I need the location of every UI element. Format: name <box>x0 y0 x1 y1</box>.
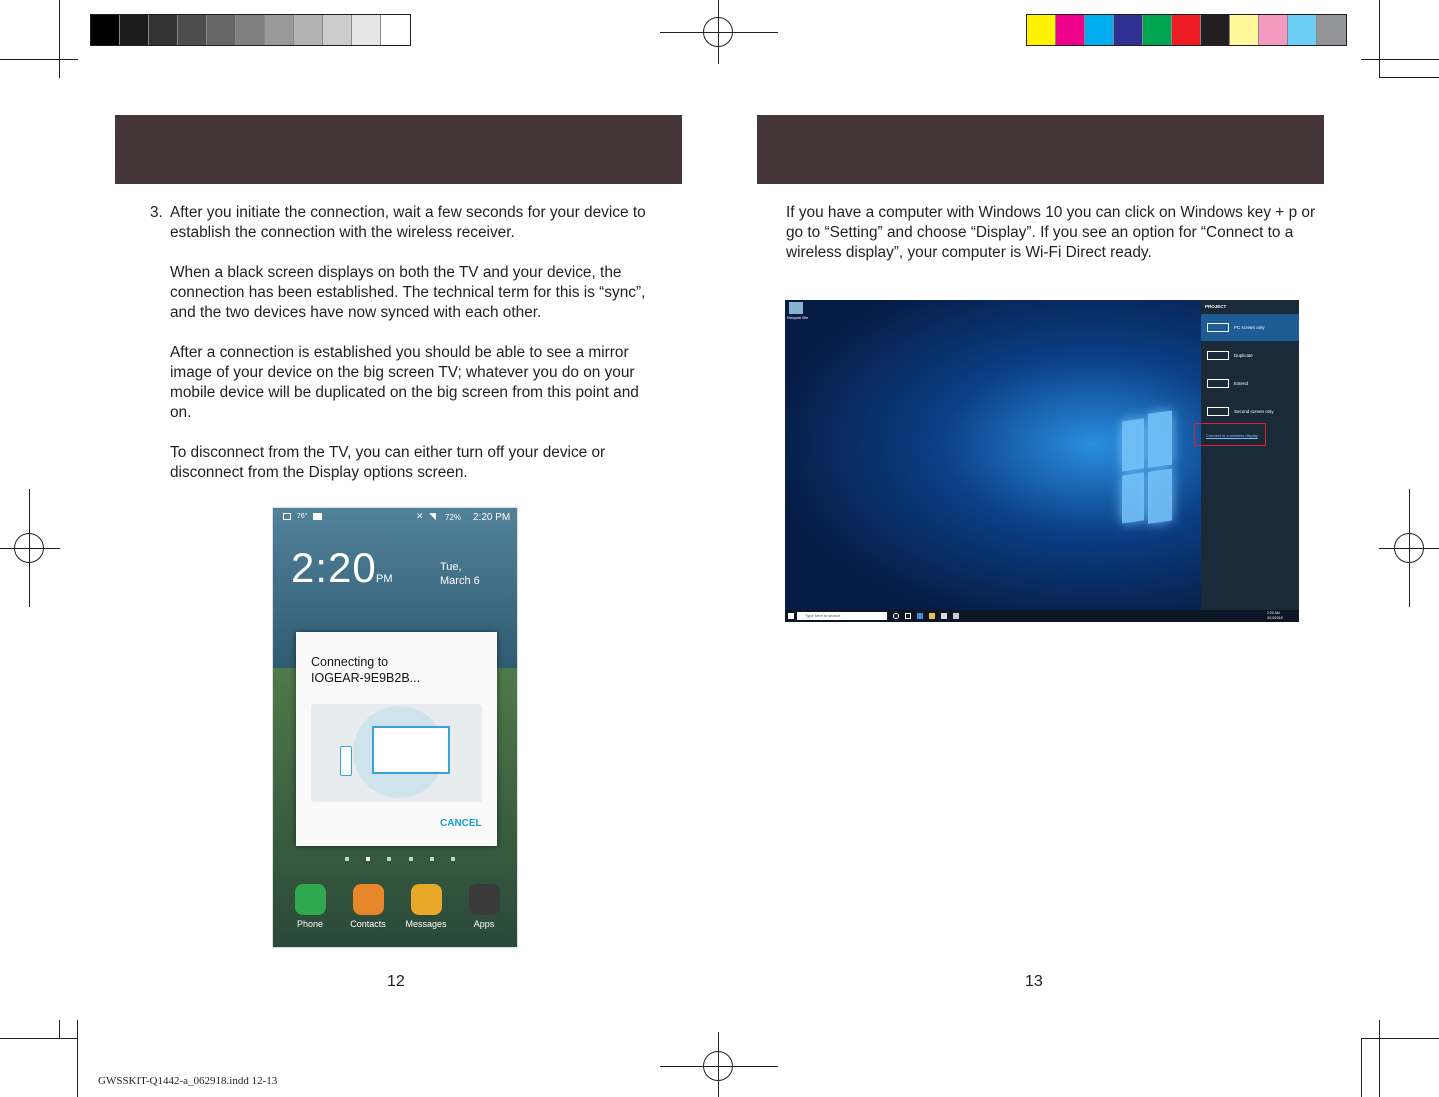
app-label: Messages <box>405 919 447 929</box>
option-label: PC screen only <box>1234 325 1265 330</box>
store-icon[interactable] <box>941 613 947 619</box>
color-swatch <box>294 15 323 45</box>
color-swatch <box>352 15 381 45</box>
color-swatch <box>1114 15 1143 45</box>
task-view-icon[interactable] <box>905 613 911 619</box>
crop-mark <box>0 59 78 60</box>
app-label: Contacts <box>350 919 386 929</box>
windows-desktop-screenshot <box>785 300 1299 622</box>
dialog-device-name: IOGEAR-9E9B2B... <box>311 671 421 685</box>
start-icon[interactable] <box>788 613 794 619</box>
color-swatch <box>1317 15 1346 45</box>
left-page-banner <box>115 115 682 184</box>
color-swatch <box>1056 15 1085 45</box>
screen-mirroring-illustration <box>311 704 482 802</box>
color-swatch <box>120 15 149 45</box>
duplicate-icon <box>1207 351 1229 360</box>
wifi-icon: ◥ <box>429 511 436 521</box>
color-swatch <box>207 15 236 45</box>
registration-circle <box>703 1051 733 1081</box>
apps-launcher[interactable] <box>455 882 513 929</box>
phone-screenshot <box>272 507 518 948</box>
windows-logo <box>1122 406 1172 533</box>
recycle-bin-label: Recycle Bin <box>787 315 809 320</box>
recycle-bin-icon <box>789 302 803 314</box>
edge-icon[interactable] <box>917 613 923 619</box>
pc-screen-only-option[interactable] <box>1201 314 1299 341</box>
option-label: Extend <box>1234 381 1249 386</box>
status-time: 2:20 PM <box>473 512 511 523</box>
crop-mark <box>0 1038 78 1039</box>
app-dock <box>273 882 518 942</box>
tray-time: 2:20 AM <box>1267 611 1280 615</box>
dialog-title <box>311 654 491 686</box>
battery-percent: 72% <box>445 513 462 522</box>
page-number: 13 <box>1025 973 1043 990</box>
color-swatch <box>91 15 120 45</box>
contacts-icon <box>353 884 384 915</box>
process-color-bar <box>1026 14 1347 46</box>
app-label: Phone <box>296 919 324 929</box>
crop-mark <box>59 1020 60 1038</box>
file-slug: GWSSKIT-Q1442-a_062918.indd 12-13 <box>98 1075 278 1087</box>
phone-app[interactable] <box>281 882 339 929</box>
taskbar <box>785 610 1299 622</box>
tray-clock <box>1267 611 1283 621</box>
cortana-icon[interactable] <box>893 613 899 619</box>
grayscale-color-bar <box>90 14 411 46</box>
crop-mark <box>77 1020 78 1097</box>
color-swatch <box>1230 15 1259 45</box>
duplicate-option[interactable] <box>1201 342 1299 369</box>
app-label: Apps <box>473 919 495 929</box>
registration-circle <box>14 533 44 563</box>
extend-option[interactable] <box>1201 370 1299 397</box>
mute-icon: ✕ <box>416 511 424 521</box>
apps-grid-icon <box>469 884 500 915</box>
color-swatch <box>1143 15 1172 45</box>
cancel-button[interactable]: CANCEL <box>440 818 482 829</box>
date-weekday: Tue, <box>440 561 462 573</box>
gallery-icon <box>283 513 291 520</box>
crop-mark <box>1379 1020 1380 1097</box>
temperature: 76° <box>297 513 308 520</box>
color-swatch <box>1288 15 1317 45</box>
color-swatch <box>265 15 294 45</box>
page-indicator <box>345 857 455 863</box>
notification-icon <box>313 513 322 520</box>
paragraph: To disconnect from the TV, you can either turn off your device or disconnect from the Display options screen. <box>170 444 606 481</box>
color-swatch <box>1201 15 1230 45</box>
clock-ampm: PM <box>376 573 393 585</box>
color-swatch <box>323 15 352 45</box>
dialog-title-line: Connecting to <box>311 655 389 669</box>
tray-date: 3/13/2018 <box>1267 616 1283 620</box>
paragraph: After you initiate the connection, wait a few seconds for your device to establish the connection with the wireless receiver. <box>170 204 646 241</box>
color-swatch <box>149 15 178 45</box>
crop-mark <box>59 0 60 78</box>
crop-mark <box>1361 59 1439 60</box>
extend-icon <box>1207 379 1229 388</box>
crop-mark <box>1361 1038 1362 1097</box>
step-number: 3. <box>150 204 163 221</box>
date-day: March 6 <box>440 575 480 587</box>
right-page-banner <box>757 115 1324 184</box>
color-swatch <box>178 15 207 45</box>
clock-date <box>440 560 480 588</box>
paragraph: When a black screen displays on both the TV and your device, the connection has been established. The technical term for this is “sync”, and the two devices have now synced with each other. <box>170 264 646 321</box>
color-swatch <box>381 15 410 45</box>
highlight-box <box>1194 423 1266 446</box>
registration-circle <box>703 17 733 47</box>
status-bar <box>273 508 518 528</box>
color-swatch <box>1027 15 1056 45</box>
paragraph: After a connection is established you should be able to see a mirror image of your device on the big screen TV; whatever you do on your mobile device will be duplicated on the big screen from this point and on. <box>170 344 639 421</box>
crop-mark <box>1379 0 1380 78</box>
lock-clock: 2:20 <box>291 544 377 591</box>
crop-mark <box>1379 77 1439 78</box>
mobile-icon <box>340 746 352 776</box>
file-explorer-icon[interactable] <box>929 613 935 619</box>
left-page-body <box>150 203 650 503</box>
messages-app[interactable] <box>397 882 455 929</box>
color-swatch <box>1085 15 1114 45</box>
crop-mark <box>1361 1038 1439 1039</box>
tv-icon <box>372 726 450 774</box>
second-screen-only-option[interactable] <box>1201 398 1299 425</box>
mail-icon[interactable] <box>953 613 959 619</box>
connect-wireless-display-link[interactable]: Connect to a wireless display <box>1206 433 1258 438</box>
color-swatch <box>1172 15 1201 45</box>
option-label: Second screen only <box>1234 409 1274 414</box>
right-page-body <box>786 203 1316 283</box>
option-label: Duplicate <box>1234 353 1253 358</box>
page-number: 12 <box>387 973 405 990</box>
connecting-dialog <box>296 632 497 846</box>
taskbar-search-box[interactable]: Type here to search <box>797 612 887 620</box>
registration-circle <box>1394 533 1424 563</box>
pc-screen-only-icon <box>1207 323 1229 332</box>
color-swatch <box>1259 15 1288 45</box>
contacts-app[interactable] <box>339 882 397 929</box>
paragraph: If you have a computer with Windows 10 you can click on Windows key + p or go to “Setting” and choose “Display”. If you see an option for “Connect to a wireless display”, your computer is Wi-Fi Direct ready. <box>786 204 1316 261</box>
project-panel <box>1201 300 1299 610</box>
color-swatch <box>236 15 265 45</box>
phone-icon <box>295 884 326 915</box>
messages-icon <box>411 884 442 915</box>
project-header: PROJECT <box>1205 304 1227 309</box>
second-screen-only-icon <box>1207 407 1229 416</box>
